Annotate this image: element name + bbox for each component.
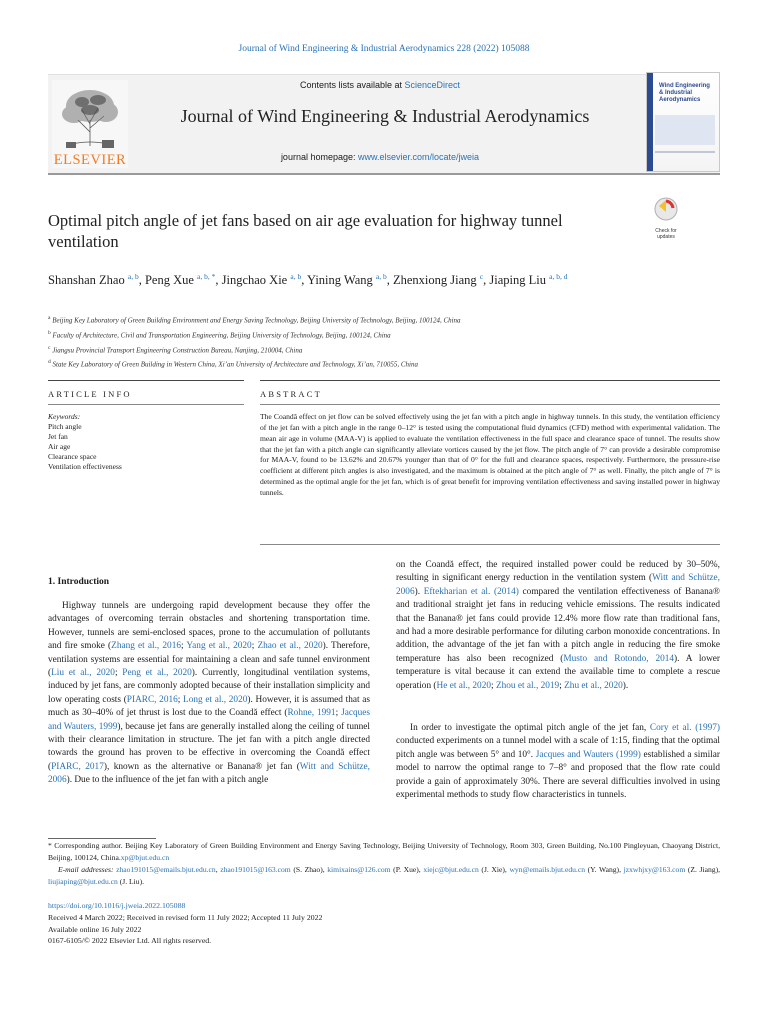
contents-prefix: Contents lists available at [299, 80, 405, 90]
author-affiliation-marker[interactable]: a, b [375, 272, 387, 281]
intro-right-column-para1 [396, 559, 720, 693]
keyword-item: Pitch angle [48, 422, 82, 431]
author-affiliation-marker[interactable]: a, b [290, 272, 302, 281]
citation-link[interactable]: liujiaping@bjut.edu.cn [48, 877, 118, 886]
keyword-item: Air age [48, 442, 71, 451]
citation-link[interactable]: Eftekharian et al. (2014) [423, 586, 519, 597]
affiliation-key: c [48, 344, 51, 351]
body-text: * Corresponding author. Beijing Key Laboratory of Green Building Environment and Energy Saving Technology, Beijing University of Technology, Room 303, Green Building, No.100 Pingleyuan, Chaoyang District, Beijing, 100124, China. [48, 841, 720, 862]
body-text: ; [335, 708, 342, 719]
abstract-text: The Coandă effect on jet flow can be solved effectively using the jet fan with a pitch angle in highway tunnels. In this study, the ventilation efficiency of the jet fan with a pitch angle in the range 0–12° is tested using the computational fluid dynamics (CFD) method with experimental validation. The mean air age in volume (MAA-V) is applied to evaluate the ventilation effectiveness in the full space and clearance space of tunnel. The results show that the jet fan with a pitch angle can significantly alleviate vortices caused by the jet flow. The pitch angle of 7° can provide a desirable compromise for MAA-V, found to be 13.62% and 20.67% younger than that of 0° for the full and clearance spaces, respectively. Furthermore, the pressure-rise coefficient at different pitch angles is also investigated, and the maximum is obtained at the pitch angle of 7° as well. Finally, the pitch angle of 7° is determined as the optimal angle for the jet fan, which is of great benefit for improving ventilation effectiveness and saving installed power in highway tunnels. [260, 412, 720, 497]
citation-link[interactable]: Jacques and Wauters, 1999 [48, 708, 371, 732]
author-name[interactable]: Jiaping Liu [489, 273, 546, 288]
body-text: (S. Zhao), [290, 865, 328, 874]
running-head[interactable]: Journal of Wind Engineering & Industrial Aerodynamics 228 (2022) 105088 [238, 44, 530, 54]
journal-cover-thumbnail[interactable] [646, 72, 720, 172]
body-text: compared the ventilation effectiveness of Banana® and traditional straight jet fans in reducing vehicle emissions. The results indicated that the Banana® jet fans could provide 12.4% more flow rate than traditional fans, and had a more desirable performance for diluting carbon monoxide concentrations. In addition, the advantage of the jet fan with a pitch angle in reducing the fire smoke temperature has also been recognized ( [396, 586, 720, 664]
affiliation-item [48, 312, 608, 327]
body-text: ). [622, 680, 629, 691]
body-text: on the Coandă effect, the required installed power could be reduced by 30–50%, resulting in significant energy reduction in the ventilation system ( [396, 560, 720, 584]
author-name[interactable]: Zhenxiong Jiang [393, 273, 477, 288]
body-text: conducted experiments on a tunnel model with a scale of 1:15, finding that the optimal pitch angle was between 5° and 10°. [396, 736, 720, 760]
citation-link[interactable]: xiejc@bjut.edu.cn [423, 865, 479, 874]
citation-link[interactable]: zhao191015@emails.bjut.edu.cn [116, 865, 216, 874]
body-text: ). However, it is assumed that as much as 30–40% of jet thrust is lost due to the Coandă effect ( [48, 694, 370, 719]
email-addresses [48, 865, 720, 886]
body-text: ). [414, 586, 424, 597]
doi-link[interactable]: https://doi.org/10.1016/j.jweia.2022.105088 [48, 901, 186, 910]
author [393, 273, 483, 287]
citation-link[interactable]: Zhao et al., 2020 [257, 641, 323, 652]
citation-link[interactable]: PIARC, 2016 [126, 694, 178, 705]
footnote-rule [48, 838, 156, 839]
citation-link[interactable]: wyn@emails.bjut.edu.cn [509, 865, 585, 874]
body-text: ; [559, 680, 565, 691]
citation-link[interactable]: Zhang et al., 2016 [111, 641, 181, 652]
cover-figure [655, 115, 715, 145]
body-text: ). A lower temperature is vital because it can extend the available time to complete a rescue operation ( [396, 653, 720, 691]
sciencedirect-link[interactable]: ScienceDirect [404, 80, 461, 90]
body-text: ; [181, 641, 187, 652]
citation-link[interactable]: xp@bjut.edu.cn [120, 853, 170, 862]
affiliation-text: State Key Laboratory of Green Building in Western China, Xi’an University of Architecture and Technology, Xi’an, 710055, China [52, 360, 418, 369]
author-list: Shanshan Zhao $^{a, b}$, Peng Xue $^{a, b, *}$, Jingchao Xie $^{a, b}$, Yining Wang $^{a, b}$, Zhenxiong Jiang $^c$, Jiaping Liu $^{a, b, d}$ [48, 272, 568, 288]
author [307, 273, 387, 287]
citation-link[interactable]: Liu et al., 2020 [51, 668, 115, 679]
body-text: (Y. Wang), [585, 865, 624, 874]
affiliation-text: Jiangsu Provincial Transport Engineering Construction Bureau, Nanjing, 210004, China [52, 345, 303, 354]
body-text: (Z. Jiang), [685, 865, 720, 874]
citation-link[interactable]: Peng et al., 2020 [122, 668, 192, 679]
body-text: ). Currently, longitudinal ventilation systems, induced by jet fans, are commonly adopted because of their installation simplicity and low operating costs ( [48, 668, 371, 705]
affiliation-text: Faculty of Architecture, Civil and Transportation Engineering, Beijing University of Technology, Beijing, 100124, China [52, 331, 391, 340]
citation-link[interactable]: Witt and Schütze, 2006 [48, 761, 370, 786]
body-text: ; [177, 694, 184, 705]
body-text: ). Therefore, ventilation systems are essential for maintaining a clean and safe tunnel environment ( [48, 641, 371, 679]
check-updates-label: Check for updates [655, 228, 677, 240]
citation-link[interactable]: He et al., 2020 [436, 680, 492, 691]
affiliation-list [48, 312, 608, 371]
keyword-item: Jet fan [48, 432, 68, 441]
citation-link[interactable]: Yang et al., 2020 [186, 641, 252, 652]
citation-link[interactable]: Musto and Rotondo, 2014 [563, 653, 675, 664]
author-name[interactable]: Jingchao Xie [221, 273, 288, 288]
affiliation-item [48, 327, 608, 342]
author-affiliation-marker[interactable]: c [479, 272, 484, 281]
keyword-item: Ventilation effectiveness [48, 462, 122, 471]
corresponding-author-footnote [48, 840, 720, 888]
homepage-prefix: journal homepage: [280, 152, 358, 162]
keywords-block [48, 412, 248, 472]
citation-link[interactable]: Cory et al. (1997) [649, 723, 720, 733]
body-text: ). Due to the influence of the jet fan with a pitch angle [66, 775, 269, 786]
body-text: ; [114, 668, 123, 679]
body-text: Highway tunnels are undergoing rapid development because they offer the advantages of overcoming terrain obstacles and shortening transportation time. However, tunnels are semi-enclosed spaces, prone to the accumulation of pollutants and fire smoke ( [48, 601, 370, 652]
affiliation-key: a [48, 315, 51, 321]
corresponding-author-note [48, 841, 720, 862]
intro-right-column-para2 [396, 722, 720, 802]
citation-link[interactable]: Rohne, 1991 [287, 708, 336, 719]
cover-title: Wind Engineering & Industrial Aerodynamics [659, 83, 710, 103]
author-affiliation-marker[interactable]: a, b [127, 272, 139, 281]
article-info-rule [48, 380, 244, 381]
abstract-rule [260, 380, 720, 381]
body-text: ), because jet fans are generally installed along the ceiling of tunnel with their clearance limitation in structure. The jet fan with a pitch angle directed towards the ground has proven to be effective in overcoming the Coandă effect ( [48, 721, 370, 772]
author [489, 273, 567, 287]
journal-homepage-link[interactable]: www.elsevier.com/locate/jweia [358, 152, 480, 162]
affiliation-text: Beijing Key Laboratory of Green Building Environment and Energy Saving Technology, Beijing University of Technology, Beijing, 100124, China [52, 316, 461, 325]
body-text: (P. Xue), [390, 865, 424, 874]
affiliation-item [48, 356, 608, 371]
abstract-bottom-rule [260, 544, 720, 545]
section-heading-introduction: 1. Introduction [48, 577, 110, 587]
citation-link[interactable]: Zhu et al., 2020 [564, 680, 623, 691]
cover-rule [655, 151, 715, 153]
author-name[interactable]: Shanshan Zhao [48, 273, 125, 288]
available-online-date: Available online 16 July 2022 [48, 924, 142, 934]
keyword-item: Clearance space [48, 452, 97, 461]
author-affiliation-marker[interactable]: a, b, d [549, 272, 568, 281]
author [48, 273, 139, 287]
affiliation-key: b [48, 329, 51, 336]
author [145, 273, 215, 287]
citation-link[interactable]: Zhou et al., 2019 [495, 680, 560, 691]
homepage-line [160, 152, 600, 162]
affiliation-key: d [48, 359, 51, 366]
body-text: In order to investigate the optimal pitch angle of the jet fan, [410, 723, 650, 733]
article-metadata [48, 900, 548, 947]
author-name[interactable]: Yining Wang [307, 273, 373, 288]
author-name[interactable]: Peng Xue [144, 273, 194, 288]
keyword-list [48, 422, 248, 472]
citation-link[interactable]: kimixains@126.com [327, 865, 391, 874]
body-text: (J. Liu). [117, 877, 144, 886]
citation-link[interactable]: jzxwhjxy@163.com [623, 865, 686, 874]
citation-link[interactable]: Jacques and Wauters (1999) [535, 749, 641, 760]
body-text: ; [251, 641, 258, 652]
body-text: ), known as the alternative or Banana® jet fan ( [103, 761, 300, 772]
citation-link[interactable]: Long et al., 2020 [183, 694, 248, 705]
body-text: established a similar model to narrow the optimal range to 7–8° and proposed that the flow rate could provide a gain of approximately 30%. There are several difficulties involved in using experimental methods to study flow characteristics in tunnels. [396, 749, 720, 801]
body-text: ; [491, 680, 496, 691]
copyright-line: 0167-6105/© 2022 Elsevier Ltd. All rights reserved. [48, 936, 212, 946]
author [222, 273, 302, 287]
body-text: , [215, 865, 221, 874]
affiliation-item [48, 342, 608, 357]
journal-name: Journal of Wind Engineering & Industrial Aerodynamics [180, 106, 590, 126]
article-info-heading: ARTICLE INFO [48, 389, 132, 399]
contents-line [160, 80, 600, 90]
check-for-updates-badge[interactable] [646, 196, 686, 240]
intro-left-column [48, 600, 370, 788]
check-updates-icon [646, 196, 686, 224]
article-title: Optimal pitch angle of jet fans based on air age evaluation for highway tunnel ventilation [48, 211, 563, 251]
cover-spine [647, 73, 653, 171]
citation-link[interactable]: Witt and Schütze, 2006 [396, 573, 720, 597]
received-dates: Received 4 March 2022; Received in revised form 11 July 2022; Accepted 11 July 2022 [48, 912, 323, 922]
author-affiliation-marker[interactable]: a, b, * [197, 272, 216, 281]
article-info-underline [48, 404, 244, 405]
label-text: E-mail addresses: [58, 865, 117, 874]
citation-link[interactable]: PIARC, 2017 [51, 761, 104, 772]
keywords-label: Keywords: [48, 412, 81, 421]
body-text: (J. Xie), [478, 865, 510, 874]
publisher-wordmark: ELSEVIER [53, 152, 127, 168]
citation-link[interactable]: zhao191015@163.com [220, 865, 291, 874]
abstract-heading: ABSTRACT [260, 389, 322, 399]
abstract-underline [260, 404, 720, 405]
